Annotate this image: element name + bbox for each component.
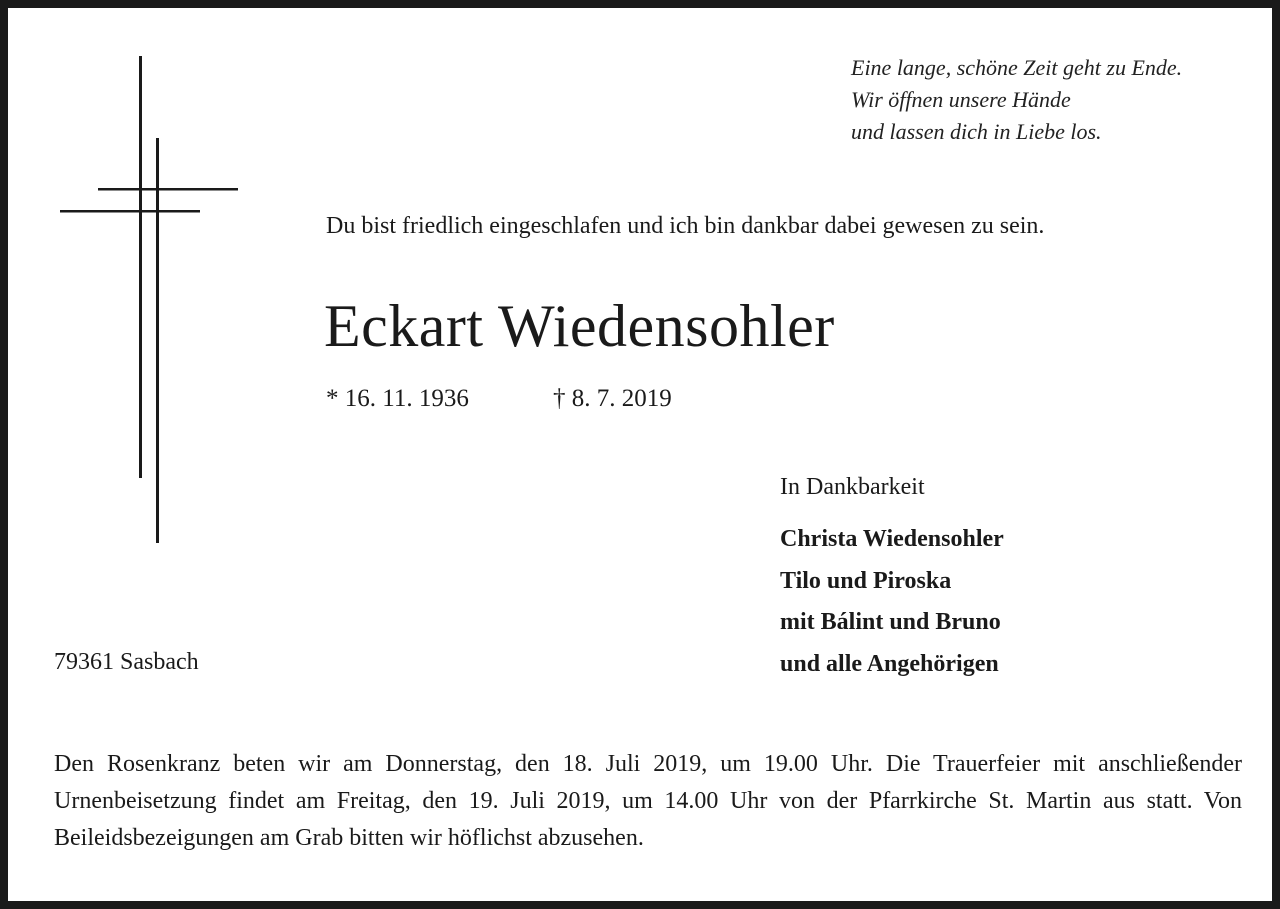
motto-line: Wir öffnen unsere Hände [851,87,1071,112]
deceased-name: Eckart Wiedensohler [324,293,835,359]
motto-verse [851,52,1182,148]
birth-date: * 16. 11. 1936 [326,385,469,412]
mourner-name: und alle Angehörigen [780,650,999,677]
death-date: † 8. 7. 2019 [553,385,672,412]
mourners-heading: In Dankbarkeit [780,474,925,500]
motto-line: Eine lange, schöne Zeit geht zu Ende. [851,55,1183,80]
place-of-residence: 79361 Sasbach [54,649,199,675]
funeral-notice: Den Rosenkranz beten wir am Donnerstag, den 18. Juli 2019, um 19.00 Uhr. Die Trauerfeier mit anschließender Urnenbeisetzung findet am Freitag, den 19. Juli 2019, um 14.00 Uhr von der Pfarrkirche St. Martin aus statt. Von Beileidsbezeigungen am Grab bitten wir höflichst abzusehen. [54,751,1242,851]
mourner-name: Tilo und Piroska [780,567,952,594]
mourner-name: Christa Wiedensohler [780,526,1004,552]
intro-text: Du bist friedlich eingeschlafen und ich bin dankbar dabei gewesen zu sein. [326,213,1045,239]
mourners-list [780,519,1004,685]
cross-icon [48,48,248,548]
motto-line: und lassen dich in Liebe los. [851,119,1102,144]
mourner-name: mit Bálint und Bruno [780,609,1001,635]
